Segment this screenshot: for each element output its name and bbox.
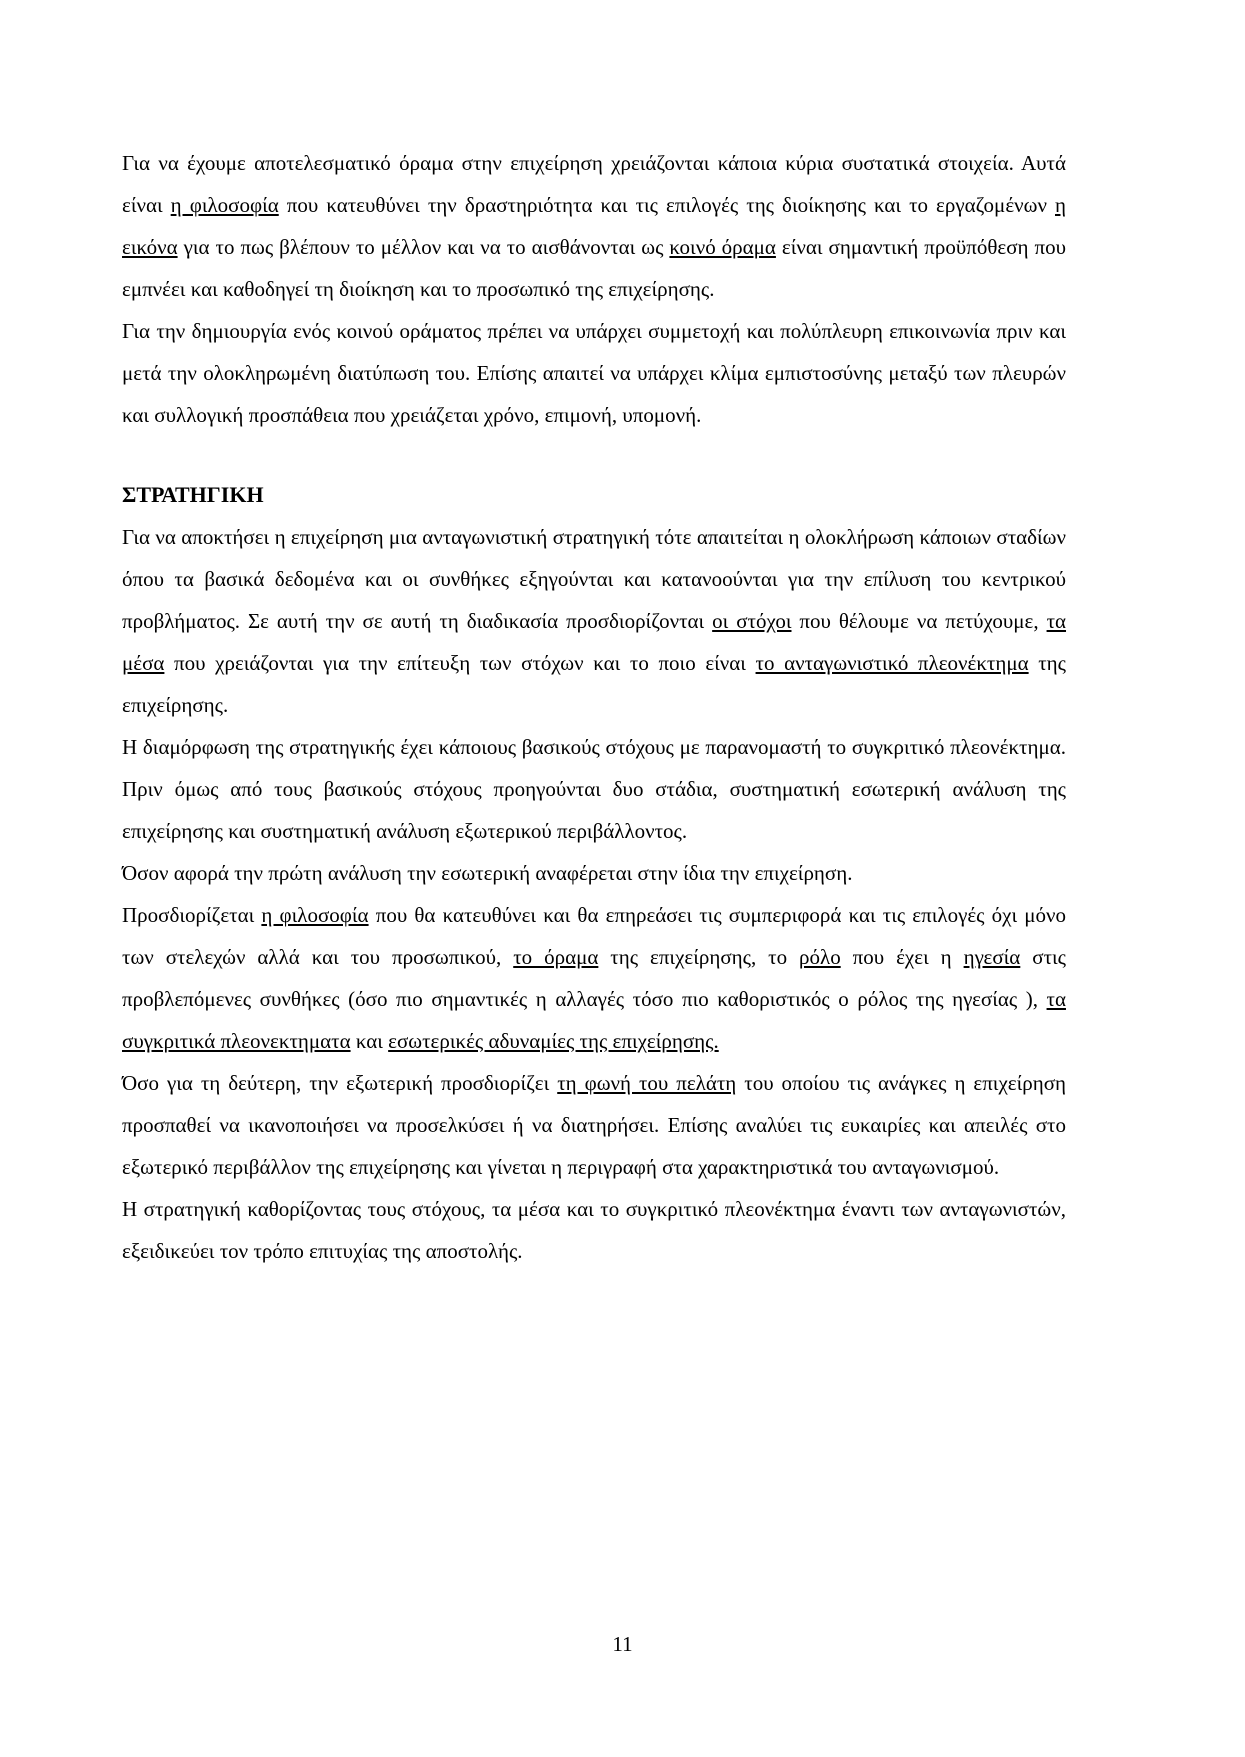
paragraph-internal-detail: Προσδιορίζεται η φιλοσοφία που θα κατευθύνει και θα επηρεάσει τις συμπεριφορά και τις επιλογές όχι μόνο των στελεχών αλλά και του προσωπικού, το όραμα της επιχείρησης, το ρόλο που έχει η ηγεσία στις προβλεπόμενες συνθήκες (όσο πιο σημαντικές η αλλαγές τόσο πιο καθοριστικός ο ρόλος της ηγεσίας ), τα συγκριτικά πλεονεκτηματα και εσωτερικές αδυναμίες της επιχείρησης. [122, 903, 1066, 1053]
underlined-term: ηγεσία [963, 945, 1021, 969]
underlined-term: κοινό όραμα [669, 235, 776, 259]
underlined-term: τη φωνή του πελάτη [557, 1071, 737, 1095]
underlined-term: τα μέσα [122, 609, 1067, 675]
underlined-term: εσωτερικές αδυναμίες της επιχείρησης. [388, 1029, 719, 1053]
underlined-term: το ανταγωνιστικό πλεονέκτημα [755, 651, 1029, 675]
underlined-term: η φιλοσοφία [170, 193, 279, 217]
paragraph-strategy-goals: Η διαμόρφωση της στρατηγικής έχει κάποιους βασικούς στόχους με παρανομαστή το συγκριτικό πλεονέκτημα. Πριν όμως από τους βασικούς στόχους προηγούνται δυο στάδια, συστηματική εσωτερική ανάλυση της επιχείρησης και συστηματική ανάλυση εξωτερικού περιβάλλοντος. [122, 735, 1066, 843]
section-heading: ΣΤΡΑΤΗΓΙΚΗ [122, 482, 264, 507]
paragraph-external-analysis: Όσο για τη δεύτερη, την εξωτερική προσδιορίζει τη φωνή του πελάτη του οποίου τις ανάγκες η επιχείρηση προσπαθεί να ικανοποιήσει να προσελκύσει ή να διατηρήσει. Επίσης αναλύει τις ευκαιρίες και απειλές στο εξωτερικό περιβάλλον της επιχείρησης και γίνεται η περιγραφή στα χαρακτηριστικά του ανταγωνισμού. [122, 1071, 1067, 1179]
underlined-term: ρόλο [799, 945, 841, 969]
paragraph-internal-analysis: Όσον αφορά την πρώτη ανάλυση την εσωτερική αναφέρεται στην ίδια την επιχείρηση. [122, 861, 853, 885]
underlined-term: το όραμα [513, 945, 599, 969]
page-number: 11 [612, 1632, 633, 1656]
paragraph-strategy-intro: Για να αποκτήσει η επιχείρηση μια ανταγωνιστική στρατηγική τότε απαιτείται η ολοκλήρωση κάποιων σταδίων όπου τα βασικά δεδομένα και οι συνθήκες εξηγούνται και κατανοούνται για την επίλυση του κεντρικού προβλήματος. Σε αυτή την σε αυτή τη διαδικασία προσδιορίζονται οι στόχοι που θέλουμε να πετύχουμε, τα μέσα που χρειάζονται για την επίτευξη των στόχων και το ποιο είναι το ανταγωνιστικό πλεονέκτημα της επιχείρησης. [122, 525, 1067, 717]
document-body [122, 142, 1066, 1272]
paragraph-strategy-conclusion: Η στρατηγική καθορίζοντας τους στόχους, τα μέσα και το συγκριτικό πλεονέκτημα έναντι των ανταγωνιστών, εξειδικεύει τον τρόπο επιτυχίας της αποστολής. [122, 1197, 1066, 1263]
paragraph-vision: Για να έχουμε αποτελεσματικό όραμα στην επιχείρηση χρειάζονται κάποια κύρια συστατικά στοιχεία. Αυτά είναι η φιλοσοφία που κατευθύνει την δραστηριότητα και τις επιλογές της διοίκησης και το εργαζομένων η εικόνα για το πως βλέπουν το μέλλον και να το αισθάνονται ως κοινό όραμα είναι σημαντική προϋπόθεση που εμπνέει και καθοδηγεί τη διοίκηση και το προσωπικό της επιχείρησης. [122, 151, 1066, 301]
underlined-term: τα συγκριτικά πλεονεκτηματα [122, 987, 1066, 1053]
underlined-term: οι στόχοι [712, 609, 792, 633]
paragraph-shared-vision: Για την δημιουργία ενός κοινού οράματος πρέπει να υπάρχει συμμετοχή και πολύπλευρη επικοινωνία πριν και μετά την ολοκληρωμένη διατύπωση του. Επίσης απαιτεί να υπάρχει κλίμα εμπιστοσύνης μεταξύ των πλευρών και συλλογική προσπάθεια που χρειάζεται χρόνο, επιμονή, υπομονή. [122, 319, 1066, 427]
underlined-term: η εικόνα [122, 193, 1066, 259]
underlined-term: η φιλοσοφία [261, 903, 369, 927]
